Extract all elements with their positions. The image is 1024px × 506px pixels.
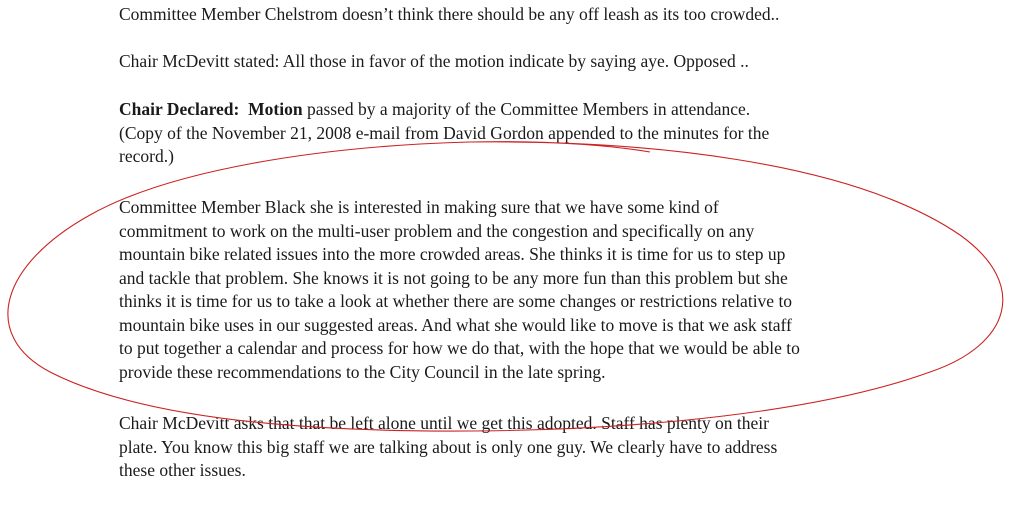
paragraph-chair-vote-call bbox=[119, 50, 979, 74]
text-line: plate. You know this big staff we are talking about is only one guy. We clearly have to address bbox=[119, 436, 778, 457]
bold-motion: Motion bbox=[248, 99, 303, 119]
paragraph-chair-declared bbox=[119, 98, 979, 169]
text-line: and tackle that problem. She knows it is not going to be any more fun than this problem but she bbox=[119, 267, 788, 288]
text-line: Committee Member Black she is interested in making sure that we have some kind of bbox=[119, 197, 719, 217]
bold-lead: Chair Declared: bbox=[119, 99, 240, 119]
text-line: to put together a calendar and process for how we do that, with the hope that we would be able to bbox=[119, 338, 800, 358]
paragraph-mcdevitt-reply bbox=[119, 412, 979, 483]
paragraph-black-comment bbox=[119, 196, 979, 384]
text-line: commitment to work on the multi-user problem and the congestion and specifically on any bbox=[119, 220, 755, 241]
text-line: provide these recommendations to the City Council in the late spring. bbox=[119, 361, 606, 382]
paragraph-chelstrom-comment bbox=[119, 3, 979, 27]
text-line: mountain bike uses in our suggested areas. And what she would like to move is that we ask staff bbox=[119, 314, 792, 335]
text-line: Chair McDevitt stated: All those in favor of the motion indicate by saying aye. Opposed .. bbox=[119, 51, 749, 71]
text-line bbox=[119, 98, 979, 122]
text-line: thinks it is time for us to take a look at whether there are some changes or restrictions relative to bbox=[119, 291, 793, 311]
text-line: (Copy of the November 21, 2008 e-mail from David Gordon appended to the minutes for the bbox=[119, 122, 770, 143]
text-line: mountain bike related issues into the more crowded areas. She thinks it is time for us to step up bbox=[119, 244, 786, 264]
text-line: record.) bbox=[119, 146, 174, 166]
text-line: Committee Member Chelstrom doesn’t think there should be any off leash as its too crowded.. bbox=[119, 4, 780, 24]
text-line: these other issues. bbox=[119, 460, 246, 480]
line-rest: passed by a majority of the Committee Members in attendance. bbox=[302, 99, 751, 119]
text-line: Chair McDevitt asks that that be left alone until we get this adopted. Staff has plenty on their bbox=[119, 413, 769, 433]
